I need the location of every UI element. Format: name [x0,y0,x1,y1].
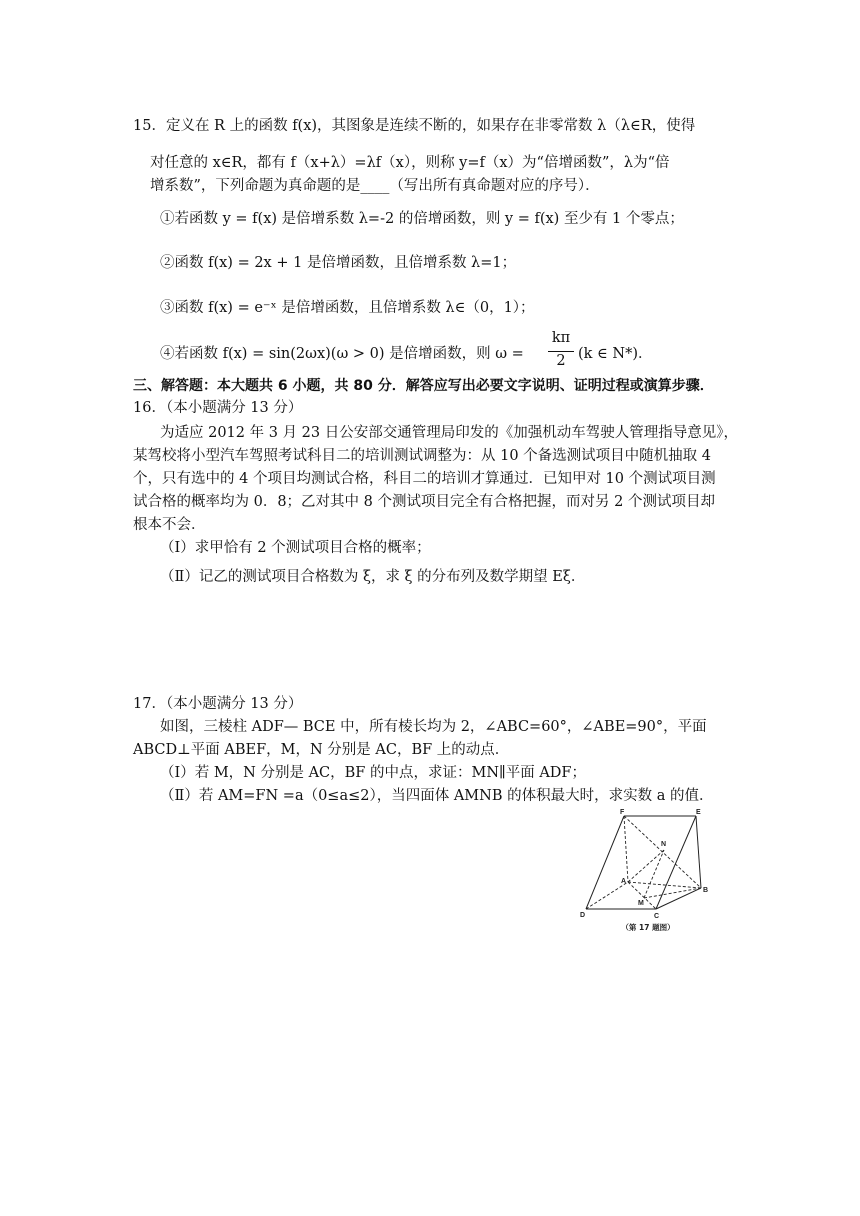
q16-heading: 16．（本小题满分 13 分） [133,400,303,416]
edge-eb [696,816,701,888]
q17-heading: 17．（本小题满分 13 分） [133,696,303,712]
label-n: N [661,841,667,848]
q16-paragraph-line: 根本不会． [133,517,206,533]
q15-option-4-denominator: 2 [556,353,566,369]
label-m: M [638,900,644,907]
fraction-bar [548,351,574,352]
q16-subquestion-1: （Ⅰ）求甲恰有 2 个测试项目合格的概率； [160,540,431,556]
label-e: E [696,809,701,816]
q16-subquestion-2: （Ⅱ）记乙的测试项目合格数为 ξ，求 ξ 的分布列及数学期望 Eξ． [160,569,586,585]
label-f: F [620,809,625,816]
q15-line-3: 增系数”，下列命题为真命题的是____（写出所有真命题对应的序号）． [150,178,600,194]
q15-line-1: 15．定义在 R 上的函数 f(x)，其图象是连续不断的，如果存在非零常数 λ（λ∈R，使得 [133,118,696,134]
edge-fd [586,816,627,909]
q17-paragraph-line: 如图，三棱柱 ADF— BCE 中，所有棱长均为 2，∠ABC=60°，∠ABE=90°，平面 [160,719,707,735]
q16-paragraph-line: 为适应 2012 年 3 月 23 日公安部交通管理局印发的《加强机动车驾驶人管理指导意见》， [160,425,738,441]
section-3-heading: 三、解答题：本大题共 6 小题，共 80 分．解答应写出必要文字说明、证明过程或演算步骤． [133,378,714,394]
prism-figure [578,806,728,936]
edge-da [586,882,628,909]
prism-diagram [578,806,728,936]
q15-option-1: ①若函数 y = f(x) 是倍增系数 λ=-2 的倍增函数，则 y = f(x) 至少有 1 个零点； [160,211,684,227]
figure-caption: （第 17 题图） [621,923,675,932]
edge-ab [628,882,701,888]
q17-subquestion-1: （Ⅰ）若 M，N 分别是 AC，BF 的中点，求证：MN∥平面 ADF； [160,765,586,781]
label-c: C [654,913,660,920]
q15-option-4: ④若函数 f(x) = sin(2ωx)(ω > 0) 是倍增函数，则 ω = [160,346,524,362]
segment-mb [644,888,701,898]
q15-option-4-tail: (k ∈ N*)． [578,346,653,362]
q17-subquestion-2: （Ⅱ）若 AM=FN =a（0≤a≤2），当四面体 AMNB 的体积最大时，求实数 a 的值． [160,788,714,804]
q15-line-2: 对任意的 x∈R，都有 f（x+λ）=λf（x），则称 y=f（x）为“倍增函数”，λ为“倍 [150,155,670,171]
q15-option-4-numerator: kπ [551,330,571,346]
segment-an [628,850,664,882]
q15-option-2: ②函数 f(x) = 2x + 1 是倍增函数，且倍增系数 λ=1； [160,255,517,271]
edge-ec [656,816,696,909]
segment-mn [644,850,664,898]
edge-fb [624,816,701,888]
edge-cb [656,888,701,909]
q17-paragraph-line: ABCD⊥平面 ABEF，M，N 分别是 AC，BF 上的动点． [133,742,510,758]
q16-paragraph-line: 个，只有选中的 4 个项目均测试合格，科目二的培训才算通过．已知甲对 10 个测试项目测 [133,471,716,487]
q16-paragraph-line: 某驾校将小型汽车驾照考试科目二的培训测试调整为：从 10 个备选测试项目中随机抽取 4 [133,448,711,464]
label-d: D [580,912,586,919]
q15-option-3: ③函数 f(x) = e⁻ˣ 是倍增函数，且倍增系数 λ∈（0，1）； [160,300,535,316]
q16-paragraph-line: 试合格的概率均为 0．8；乙对其中 8 个测试项目完全有合格把握，而对另 2 个测试项目却 [133,494,715,510]
label-a: A [621,878,627,885]
label-b: B [703,887,709,894]
edge-fa [624,816,628,882]
